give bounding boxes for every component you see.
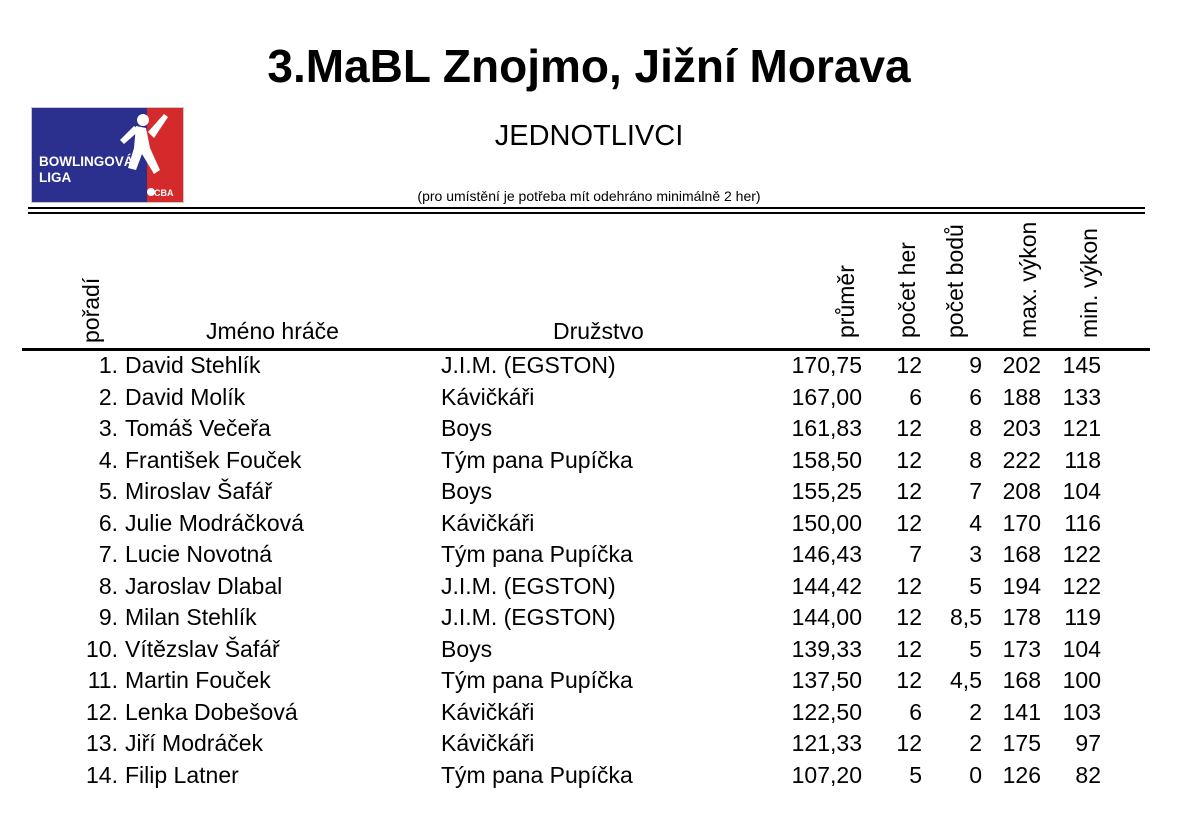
min-score-cell: 97: [1075, 730, 1101, 756]
table-row: [0, 413, 1178, 444]
average-cell: 170,75: [791, 352, 862, 378]
rank-cell: 14.: [86, 761, 118, 788]
max-score-cell: 175: [1002, 730, 1041, 756]
table-row: [0, 665, 1178, 696]
games-cell: 12: [896, 604, 922, 630]
max-score-cell: 208: [1002, 478, 1041, 504]
points-cell: 6: [969, 383, 982, 410]
min-score-cell: 104: [1062, 478, 1101, 504]
games-cell: 12: [896, 635, 922, 662]
max-score-cell: 203: [1002, 415, 1041, 441]
games-cell: 12: [896, 446, 922, 473]
header-max: max. výkon: [1015, 221, 1041, 338]
table-row: [0, 350, 1178, 381]
logo-text-line1: BOWLINGOVÁ: [39, 154, 134, 169]
table-row: [0, 382, 1178, 413]
team-cell: Boys: [441, 415, 493, 441]
points-cell: 3: [969, 541, 982, 567]
min-score-cell: 133: [1062, 383, 1101, 410]
header-rank: pořadí: [78, 277, 104, 343]
max-score-cell: 194: [1002, 572, 1041, 599]
games-cell: 7: [909, 541, 922, 567]
points-cell: 4: [969, 509, 982, 536]
rank-cell: 7.: [98, 541, 118, 567]
team-cell: Kávičkáři: [441, 509, 535, 536]
team-cell: Kávičkáři: [441, 698, 535, 725]
player-name-cell: Jiří Modráček: [125, 730, 264, 756]
player-name-cell: Filip Latner: [125, 761, 239, 788]
min-score-cell: 100: [1062, 667, 1101, 693]
max-score-cell: 222: [1002, 446, 1041, 473]
team-cell: Kávičkáři: [441, 730, 535, 756]
player-name-cell: Julie Modráčková: [125, 509, 304, 536]
min-score-cell: 122: [1062, 572, 1101, 599]
player-name-cell: Jaroslav Dlabal: [125, 572, 283, 599]
average-cell: 146,43: [791, 541, 862, 567]
max-score-cell: 188: [1002, 383, 1041, 410]
max-score-cell: 178: [1002, 604, 1041, 630]
rank-cell: 9.: [98, 604, 118, 630]
team-cell: J.I.M. (EGSTON): [441, 352, 616, 378]
table-row: [0, 602, 1178, 633]
max-score-cell: 202: [1002, 352, 1041, 378]
min-score-cell: 145: [1062, 352, 1101, 378]
average-cell: 144,00: [791, 604, 862, 630]
team-cell: Kávičkáři: [441, 383, 535, 410]
player-name-cell: Martin Fouček: [125, 667, 271, 693]
logo-badge: CBA: [154, 188, 174, 198]
team-cell: Tým pana Pupíčka: [441, 446, 633, 473]
divider: [28, 212, 1145, 214]
table-row: [0, 697, 1178, 728]
header-name: Jméno hráče: [206, 318, 339, 344]
min-score-cell: 104: [1062, 635, 1101, 662]
points-cell: 2: [969, 698, 982, 725]
player-name-cell: Lucie Novotná: [125, 541, 273, 567]
team-cell: Boys: [441, 478, 493, 504]
max-score-cell: 173: [1002, 635, 1041, 662]
table-row: [0, 571, 1178, 602]
min-score-cell: 119: [1064, 604, 1101, 630]
points-cell: 8: [969, 446, 982, 473]
team-cell: Tým pana Pupíčka: [441, 541, 633, 567]
section-title: JEDNOTLIVCI: [494, 120, 684, 152]
min-score-cell: 82: [1075, 761, 1101, 788]
rank-cell: 8.: [98, 572, 118, 599]
games-cell: 12: [896, 730, 922, 756]
games-cell: 12: [896, 415, 922, 441]
min-score-cell: 116: [1064, 509, 1101, 536]
points-cell: 9: [969, 352, 982, 378]
table-row: [0, 445, 1178, 476]
min-score-cell: 122: [1062, 541, 1101, 567]
player-name-cell: Lenka Dobešová: [125, 698, 298, 725]
team-cell: Tým pana Pupíčka: [441, 667, 633, 693]
max-score-cell: 126: [1002, 761, 1041, 788]
team-cell: Tým pana Pupíčka: [441, 761, 633, 788]
header-min: min. výkon: [1076, 228, 1102, 338]
points-cell: 5: [969, 572, 982, 599]
rank-cell: 5.: [98, 478, 118, 504]
header-average: průměr: [833, 265, 859, 338]
average-cell: 150,00: [791, 509, 862, 536]
rank-cell: 10.: [86, 635, 118, 662]
average-cell: 122,50: [791, 698, 862, 725]
games-cell: 12: [896, 667, 922, 693]
player-name-cell: Milan Stehlík: [125, 604, 257, 630]
average-cell: 161,83: [791, 415, 862, 441]
table-row: [0, 476, 1178, 507]
header-points: počet bodů: [942, 224, 968, 338]
header-games: počet her: [894, 242, 920, 338]
average-cell: 158,50: [791, 446, 862, 473]
team-cell: Boys: [441, 635, 493, 662]
rank-cell: 11.: [87, 667, 118, 693]
rank-cell: 2.: [98, 383, 118, 410]
average-cell: 144,42: [791, 572, 862, 599]
games-cell: 12: [896, 478, 922, 504]
points-cell: 4,5: [950, 667, 982, 693]
rank-cell: 13.: [86, 730, 118, 756]
average-cell: 137,50: [791, 667, 862, 693]
games-cell: 5: [909, 761, 922, 788]
average-cell: 121,33: [791, 730, 862, 756]
player-name-cell: David Molík: [125, 383, 246, 410]
table-row: [0, 508, 1178, 539]
table-row: [0, 760, 1178, 791]
logo-text-line2: LIGA: [39, 170, 72, 185]
points-cell: 5: [969, 635, 982, 662]
table-row: [0, 539, 1178, 570]
games-cell: 6: [909, 698, 922, 725]
rank-cell: 12.: [86, 698, 118, 725]
player-name-cell: Vítězslav Šafář: [125, 635, 280, 662]
player-name-cell: Tomáš Večeřa: [125, 415, 271, 441]
points-cell: 7: [969, 478, 982, 504]
points-cell: 2: [969, 730, 982, 756]
team-cell: J.I.M. (EGSTON): [441, 604, 616, 630]
rank-cell: 4.: [98, 446, 118, 473]
max-score-cell: 170: [1002, 509, 1041, 536]
player-name-cell: Miroslav Šafář: [125, 478, 272, 504]
rank-cell: 6.: [98, 509, 118, 536]
min-score-cell: 121: [1062, 415, 1101, 441]
page-title: 3.MaBL Znojmo, Jižní Morava: [267, 40, 911, 92]
eligibility-note: (pro umístění je potřeba mít odehráno minimálně 2 her): [417, 188, 761, 204]
games-cell: 6: [909, 383, 922, 410]
average-cell: 167,00: [791, 383, 862, 410]
player-name-cell: František Fouček: [125, 446, 302, 473]
player-name-cell: David Stehlík: [125, 352, 261, 378]
max-score-cell: 168: [1002, 541, 1041, 567]
rank-cell: 3.: [98, 415, 118, 441]
points-cell: 8,5: [950, 604, 982, 630]
average-cell: 155,25: [791, 478, 862, 504]
points-cell: 8: [969, 415, 982, 441]
divider: [28, 207, 1145, 209]
min-score-cell: 103: [1062, 698, 1101, 725]
max-score-cell: 141: [1002, 698, 1041, 725]
max-score-cell: 168: [1002, 667, 1041, 693]
table-row: [0, 634, 1178, 665]
games-cell: 12: [896, 572, 922, 599]
games-cell: 12: [896, 509, 922, 536]
games-cell: 12: [896, 352, 922, 378]
average-cell: 139,33: [791, 635, 862, 662]
points-cell: 0: [969, 761, 982, 788]
min-score-cell: 118: [1064, 446, 1101, 473]
average-cell: 107,20: [791, 761, 862, 788]
header-team: Družstvo: [553, 318, 644, 344]
team-cell: J.I.M. (EGSTON): [441, 572, 616, 599]
table-row: [0, 728, 1178, 759]
rank-cell: 1.: [98, 352, 118, 378]
